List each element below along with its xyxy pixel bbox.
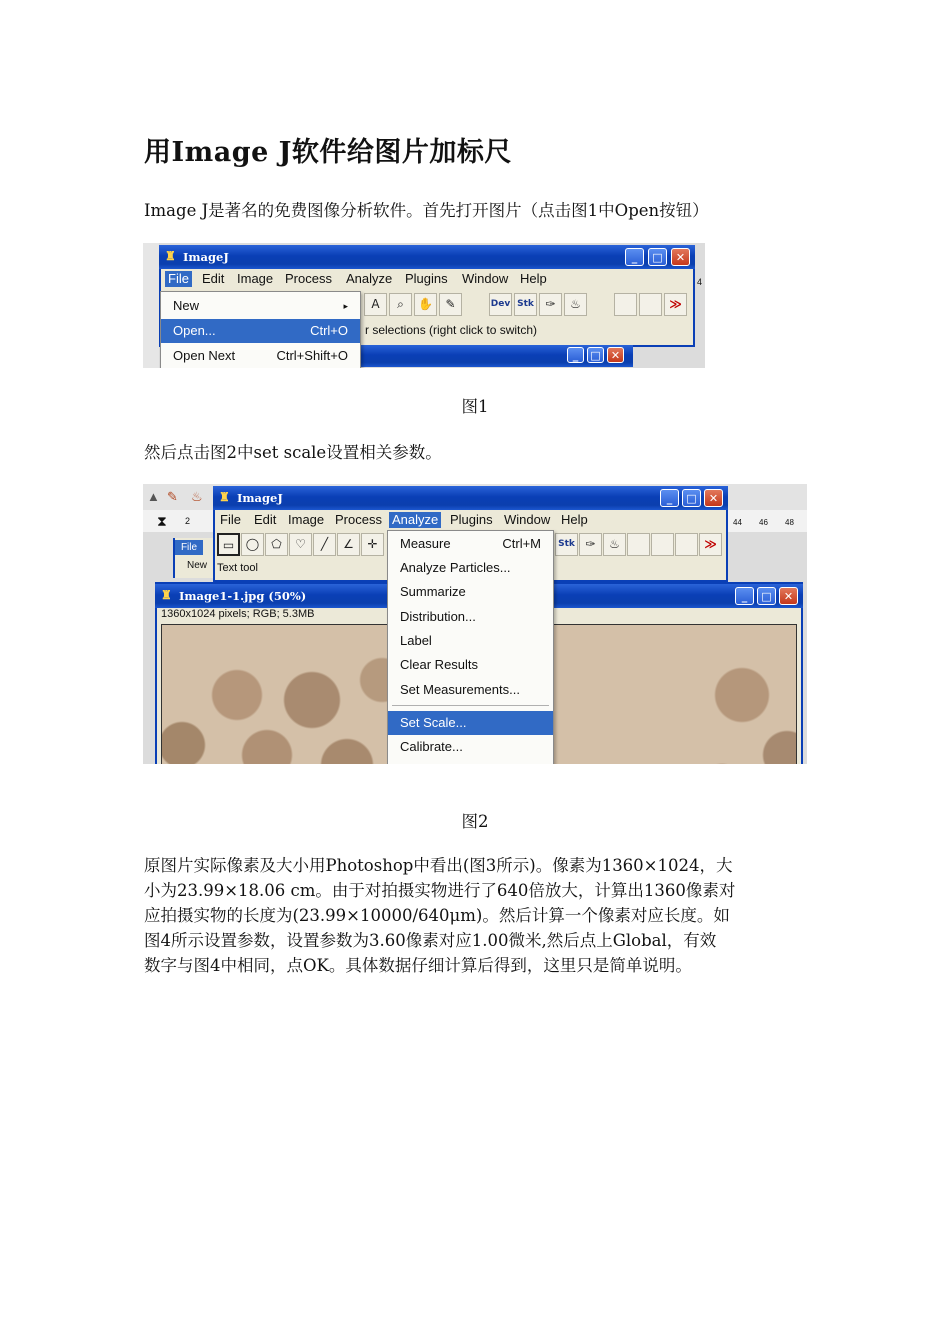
minimize-button[interactable]: _: [567, 347, 584, 363]
menu-help[interactable]: Help: [561, 512, 588, 527]
ruler-number: 2: [185, 516, 191, 526]
close-button[interactable]: ✕: [779, 587, 798, 605]
menu-item-shortcut: Ctrl+O: [310, 323, 348, 338]
brush-icon[interactable]: ✑: [579, 533, 602, 556]
submenu-arrow-icon: ▸: [343, 301, 348, 311]
line-tool-icon[interactable]: ╱: [313, 533, 336, 556]
status-text: r selections (right click to switch): [365, 323, 538, 337]
microscope-icon: ♜: [165, 249, 176, 263]
figure-1: [143, 243, 705, 368]
blank-tool[interactable]: [627, 533, 650, 556]
text-line: 原图片实际像素及大小用Photoshop中看出(图3所示)。像素为1360×1024，大: [144, 856, 733, 875]
menu-item-open-next[interactable]: [161, 344, 360, 368]
menu-image[interactable]: Image: [237, 271, 274, 286]
menu-process[interactable]: Process: [335, 512, 382, 527]
minimize-button[interactable]: _: [735, 587, 754, 605]
microscope-icon: ♜: [219, 490, 230, 504]
image-info: 1360x1024 pixels; RGB; 5.3MB: [161, 608, 315, 620]
figure-1-caption: 图1: [461, 397, 489, 416]
menu-item-set-scale[interactable]: Set Scale...: [388, 711, 553, 735]
blank-tool[interactable]: [614, 293, 637, 316]
analyze-menu: [387, 530, 554, 764]
flood-fill-icon[interactable]: ♨: [564, 293, 587, 316]
stk-tool[interactable]: Stk: [514, 293, 537, 316]
maximize-button[interactable]: □: [648, 248, 667, 266]
menu-item-label: Open Next: [173, 348, 236, 363]
blank-tool[interactable]: [639, 293, 662, 316]
hand-icon[interactable]: ✋: [414, 293, 437, 316]
magnifier-icon[interactable]: ⌕: [389, 293, 412, 316]
ruler-number: 44: [733, 518, 742, 527]
stk-tool[interactable]: Stk: [555, 533, 578, 556]
dev-tool[interactable]: Dev: [489, 293, 512, 316]
menu-item-open[interactable]: [161, 319, 360, 343]
figure-2: [143, 484, 807, 764]
menubar: [161, 269, 693, 289]
menu-edit[interactable]: Edit: [254, 512, 277, 527]
rectangle-tool-icon[interactable]: ▭: [217, 533, 240, 556]
edge-digit: 4: [697, 277, 703, 287]
imagej-titlebar: [213, 486, 728, 510]
more-tools-icon[interactable]: ≫: [699, 533, 722, 556]
menu-file[interactable]: File: [220, 512, 241, 527]
menubar: [215, 510, 726, 530]
background-menu-new: New: [187, 560, 208, 571]
ruler-number: 48: [785, 518, 794, 527]
menu-item-distribution[interactable]: Distribution...: [400, 609, 476, 624]
menu-item-set-measurements[interactable]: Set Measurements...: [400, 682, 520, 697]
menu-item-new[interactable]: [161, 294, 360, 318]
window-title: ImageJ: [183, 250, 229, 264]
image-window-title: Image1-1.jpg (50%): [179, 589, 307, 603]
blank-tool[interactable]: [675, 533, 698, 556]
step2-paragraph: 然后点击图2中set scale设置相关参数。: [144, 443, 442, 462]
oval-tool-icon[interactable]: ◯: [241, 533, 264, 556]
text-line: 图4所示设置参数，设置参数为3.60像素对应1.00微米,然后点上Global，有效: [144, 931, 717, 950]
polygon-tool-icon[interactable]: ⬠: [265, 533, 288, 556]
image-window-titlebar: [353, 345, 633, 367]
minimize-button[interactable]: _: [625, 248, 644, 266]
freehand-tool-icon[interactable]: ♡: [289, 533, 312, 556]
blank-tool[interactable]: [651, 533, 674, 556]
menu-plugins[interactable]: Plugins: [405, 271, 448, 286]
tool-icon: ▲: [147, 489, 160, 504]
menu-edit[interactable]: Edit: [202, 271, 225, 286]
tool-icon: ✎: [167, 489, 178, 504]
menu-item-clear-results[interactable]: Clear Results: [400, 657, 479, 672]
text-tool-icon[interactable]: A: [364, 293, 387, 316]
file-menu: [160, 291, 361, 368]
menu-help[interactable]: Help: [520, 271, 547, 286]
menu-separator: [392, 705, 549, 706]
figure-2-caption: 图2: [461, 812, 489, 831]
angle-tool-icon[interactable]: ∠: [337, 533, 360, 556]
maximize-button[interactable]: □: [587, 347, 604, 363]
menu-item-label[interactable]: Label: [400, 633, 432, 648]
intro-paragraph: Image J是著名的免费图像分析软件。首先打开图片（点击图1中Open按钮）: [144, 201, 709, 220]
tool-icon: ♨: [191, 489, 203, 504]
text-line: 应拍摄实物的长度为(23.99×10000/640μm)。然后计算一个像素对应长度。如: [144, 906, 730, 925]
background-menu-file: File: [175, 540, 203, 555]
ruler-number: 46: [759, 518, 768, 527]
close-button[interactable]: ✕: [671, 248, 690, 266]
menu-item-calibrate[interactable]: Calibrate...: [400, 739, 463, 754]
menu-item-label: New: [173, 298, 200, 313]
menu-process[interactable]: Process: [285, 271, 332, 286]
maximize-button[interactable]: □: [682, 489, 701, 507]
menu-file[interactable]: File: [165, 271, 192, 287]
text-line: 数字与图4中相同，点OK。具体数据仔细计算后得到，这里只是简单说明。: [144, 956, 692, 975]
status-text: Text tool: [217, 562, 258, 574]
menu-item-shortcut: Ctrl+Shift+O: [276, 348, 348, 363]
background-desktop: [143, 243, 159, 368]
menu-item-shortcut: Ctrl+M: [502, 536, 541, 551]
menu-item-summarize[interactable]: Summarize: [400, 584, 466, 599]
menu-analyze[interactable]: Analyze: [346, 271, 393, 286]
close-button[interactable]: ✕: [607, 347, 624, 363]
menu-item-measure[interactable]: [388, 532, 553, 556]
dropper-icon[interactable]: ✎: [439, 293, 462, 316]
minimize-button[interactable]: _: [660, 489, 679, 507]
menu-window[interactable]: Window: [504, 512, 551, 527]
page-title: 用Image J软件给图片加标尺: [144, 137, 512, 168]
maximize-button[interactable]: □: [757, 587, 776, 605]
window-title: ImageJ: [237, 491, 283, 505]
close-button[interactable]: ✕: [704, 489, 723, 507]
microscope-icon: ♜: [161, 588, 172, 602]
text-line: 小为23.99×18.06 cm。由于对拍摄实物进行了640倍放大，计算出1360像素对: [144, 881, 736, 900]
menu-plugins[interactable]: Plugins: [450, 512, 493, 527]
flood-fill-icon[interactable]: ♨: [603, 533, 626, 556]
hourglass-icon: ⧗: [157, 513, 167, 529]
menu-analyze[interactable]: Analyze: [389, 512, 441, 528]
imagej-titlebar: [159, 245, 695, 269]
menu-item-analyze-particles[interactable]: Analyze Particles...: [400, 560, 511, 575]
menu-image[interactable]: Image: [288, 512, 325, 527]
point-tool-icon[interactable]: ✛: [361, 533, 384, 556]
menu-item-label: Open...: [173, 323, 216, 338]
menu-window[interactable]: Window: [462, 271, 509, 286]
more-tools-icon[interactable]: ≫: [664, 293, 687, 316]
explanation-paragraph: [144, 853, 809, 978]
menu-item-label: Measure: [400, 536, 451, 551]
brush-icon[interactable]: ✑: [539, 293, 562, 316]
